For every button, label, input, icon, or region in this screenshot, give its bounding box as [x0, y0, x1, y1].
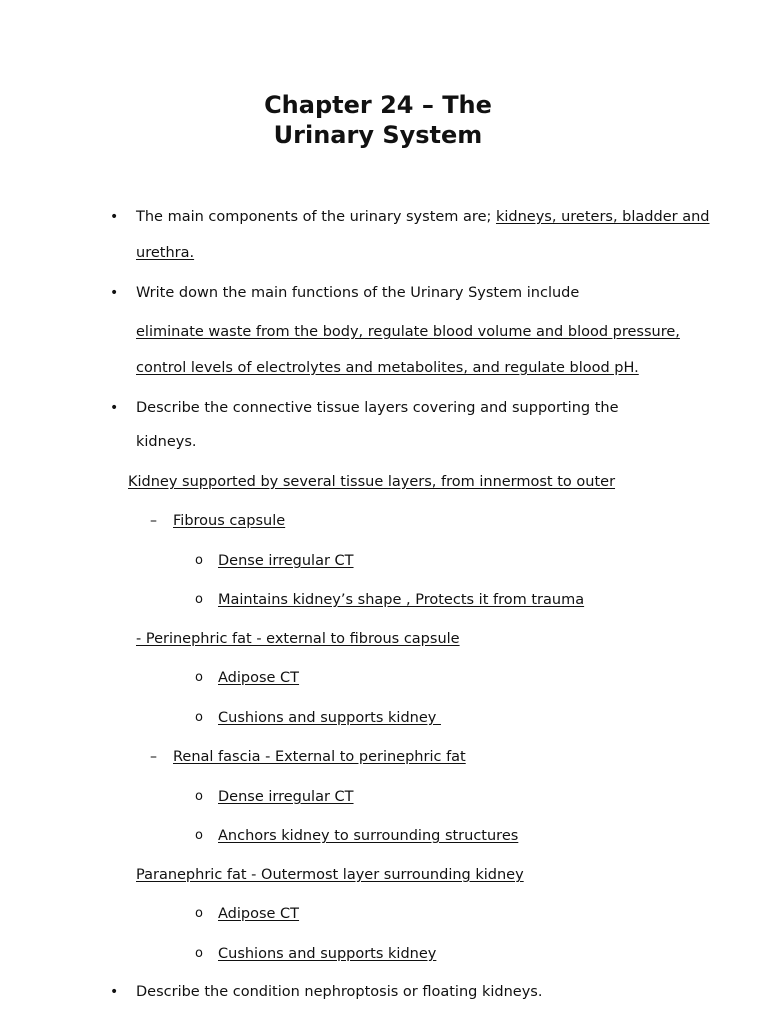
layer-1-item-1: Dense irregular CT	[218, 553, 354, 569]
circle-marker: o	[195, 710, 203, 725]
layer-3-label: Renal fascia - External to perinephric fat	[173, 749, 466, 765]
dash-marker: –	[150, 749, 157, 765]
layer-1-label: Fibrous capsule	[173, 513, 286, 529]
layer-2-item-1: Adipose CT	[218, 670, 300, 686]
page-title-line-1: Chapter 24 – The	[264, 91, 492, 119]
circle-marker: o	[195, 553, 203, 568]
bullet-marker: •	[110, 209, 119, 225]
page-title-line-2: Urinary System	[273, 121, 483, 149]
layer-4-item-1: Adipose CT	[218, 906, 300, 922]
layer-1-item-2: Maintains kidney’s shape , Protects it from trauma	[218, 592, 585, 608]
question-3-text-line-1: Describe the connective tissue layers covering and supporting the	[136, 400, 619, 416]
layer-3-item-1: Dense irregular CT	[218, 789, 354, 805]
dash-marker: –	[150, 513, 157, 529]
question-1-answer-line-1: kidneys, ureters, bladder and	[495, 209, 710, 225]
circle-marker: o	[195, 906, 203, 921]
circle-marker: o	[195, 789, 203, 804]
question-3-text-line-2: kidneys.	[136, 434, 197, 450]
question-1-text: The main components of the urinary system are;	[136, 209, 496, 225]
layer-2-label: - Perinephric fat - external to fibrous capsule	[136, 631, 460, 647]
layer-2-item-2: Cushions and supports kidney	[218, 710, 441, 726]
bullet-marker: •	[110, 285, 119, 301]
layer-4-label: Paranephric fat - Outermost layer surrounding kidney	[136, 867, 524, 883]
question-3-intro: Kidney supported by several tissue layers, from innermost to outer	[128, 474, 616, 490]
circle-marker: o	[195, 592, 203, 607]
question-2-answer-line-1: eliminate waste from the body, regulate blood volume and blood pressure,	[136, 324, 680, 340]
circle-marker: o	[195, 946, 203, 961]
layer-4-item-2: Cushions and supports kidney	[218, 946, 437, 962]
question-2-answer-line-2: control levels of electrolytes and metabolites, and regulate blood pH.	[136, 360, 639, 376]
circle-marker: o	[195, 828, 203, 843]
question-2-text: Write down the main functions of the Urinary System include	[136, 285, 580, 301]
page-title	[0, 90, 756, 150]
question-1	[136, 207, 709, 227]
question-1-answer-line-2: urethra.	[136, 245, 195, 261]
question-4-text: Describe the condition nephroptosis or floating kidneys.	[136, 984, 543, 1000]
layer-3-item-2: Anchors kidney to surrounding structures	[218, 828, 519, 844]
bullet-marker: •	[110, 400, 119, 416]
bullet-marker: •	[110, 984, 119, 1000]
circle-marker: o	[195, 670, 203, 685]
